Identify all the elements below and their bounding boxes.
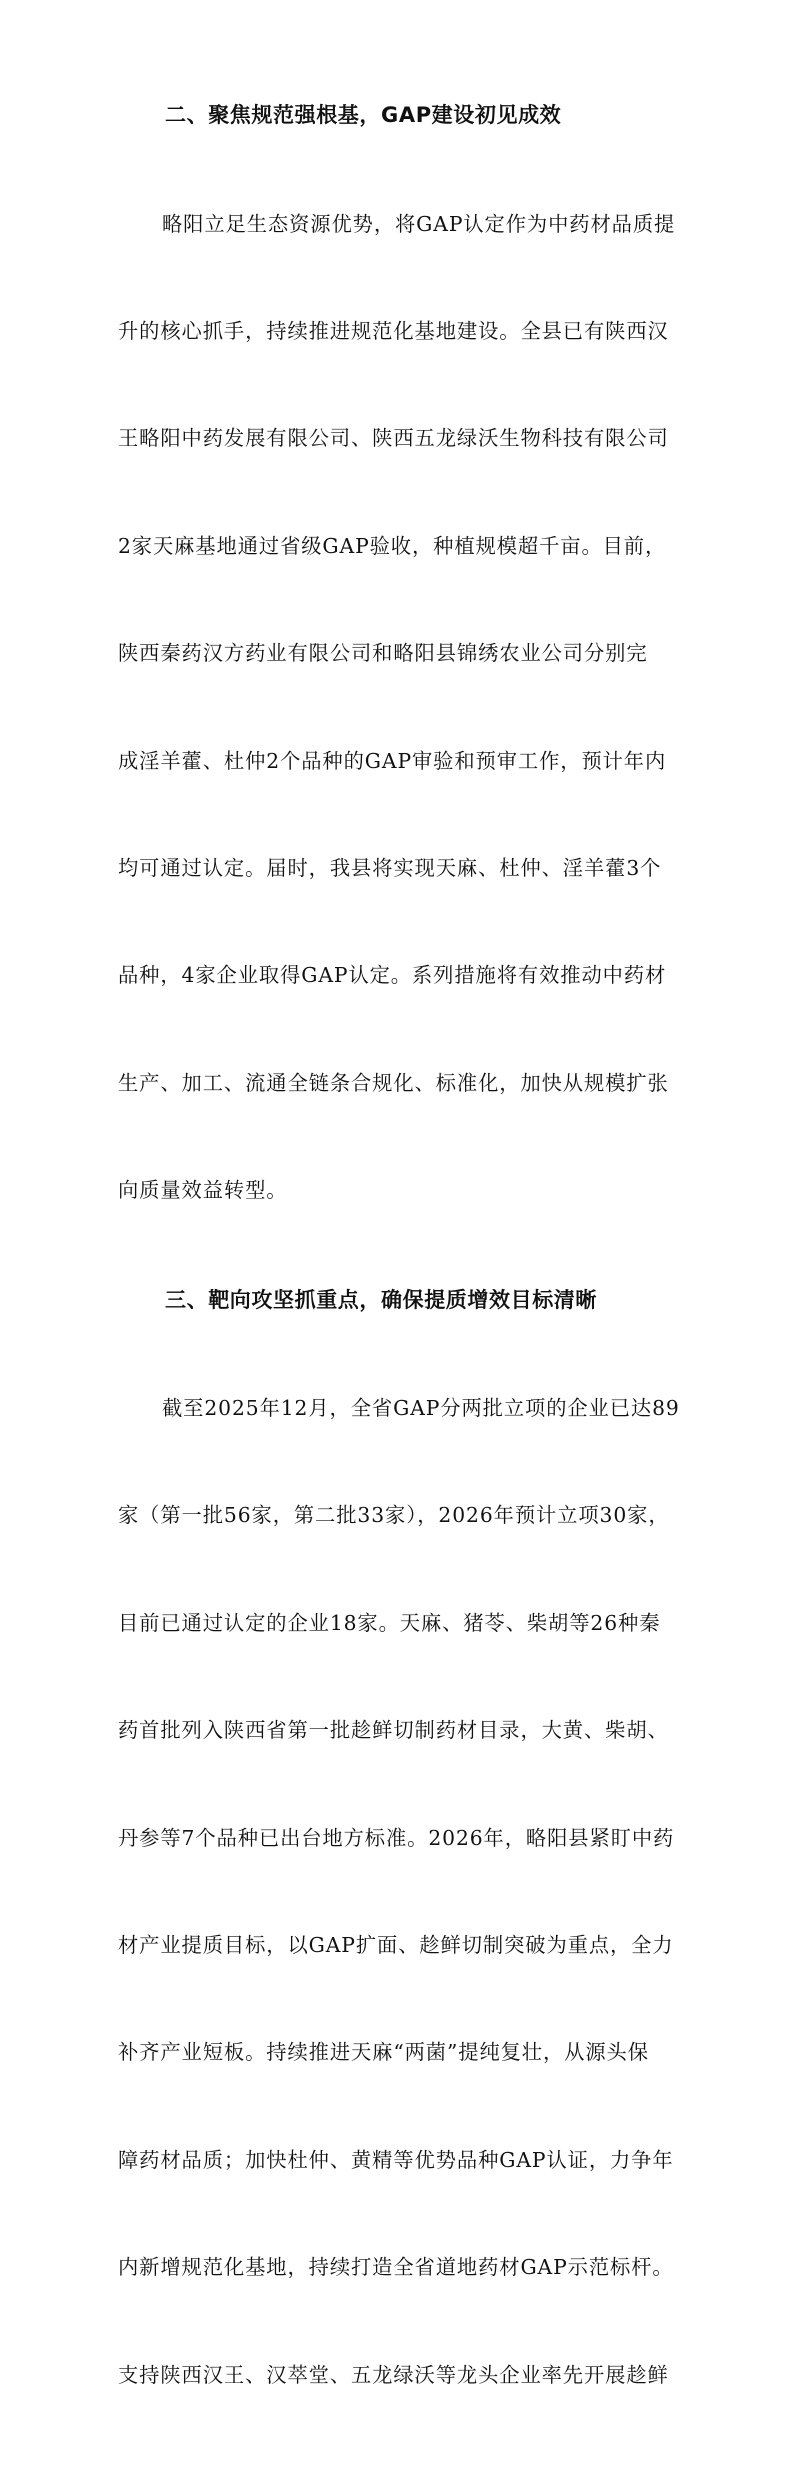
document-body	[118, 98, 685, 2465]
paragraph-line: 2家天麻基地通过省级GAP验收，种植规模超千亩。目前，	[118, 529, 685, 565]
paragraph-line: 升的核心抓手，持续推进规范化基地建设。全县已有陕西汉	[118, 314, 685, 350]
paragraph-line: 丹参等7个品种已出台地方标准。2026年，略阳县紧盯中药	[118, 1821, 685, 1857]
paragraph-line: 略阳立足生态资源优势，将GAP认定作为中药材品质提	[118, 207, 685, 243]
paragraph-line: 药首批列入陕西省第一批趁鲜切制药材目录，大黄、柴胡、	[118, 1713, 685, 1749]
paragraph-line: 向质量效益转型。	[118, 1173, 685, 1209]
paragraph-line: 家（第一批56家，第二批33家），2026年预计立项30家，	[118, 1498, 685, 1534]
paragraph-line: 材产业提质目标，以GAP扩面、趁鲜切制突破为重点，全力	[118, 1928, 685, 1964]
section-paragraph-key-targets	[118, 1320, 685, 2465]
section-heading-key-targets: 三、靶向攻坚抓重点，确保提质增效目标清晰	[118, 1283, 685, 1318]
document-page	[0, 0, 793, 1122]
paragraph-line: 陕西秦药汉方药业有限公司和略阳县锦绣农业公司分别完	[118, 636, 685, 672]
paragraph-line: 品种，4家企业取得GAP认定。系列措施将有效推动中药材	[118, 958, 685, 994]
paragraph-line: 补齐产业短板。持续推进天麻“两菌”提纯复壮，从源头保	[118, 2035, 685, 2071]
section-heading-gap-construction: 二、聚焦规范强根基，GAP建设初见成效	[118, 98, 685, 133]
paragraph-line: 均可通过认定。届时，我县将实现天麻、杜仲、淫羊藿3个	[118, 851, 685, 887]
paragraph-line: 王略阳中药发展有限公司、陕西五龙绿沃生物科技有限公司	[118, 421, 685, 457]
paragraph-line: 目前已通过认定的企业18家。天麻、猪苓、柴胡等26种秦	[118, 1606, 685, 1642]
section-paragraph-gap-construction	[118, 135, 685, 1281]
paragraph-line: 生产、加工、流通全链条合规化、标准化，加快从规模扩张	[118, 1066, 685, 1102]
paragraph-line: 截至2025年12月，全省GAP分两批立项的企业已达89	[118, 1391, 685, 1427]
paragraph-line: 支持陕西汉王、汉萃堂、五龙绿沃等龙头企业率先开展趁鲜	[118, 2358, 685, 2394]
paragraph-line: 成淫羊藿、杜仲2个品种的GAP审验和预审工作，预计年内	[118, 744, 685, 780]
paragraph-line: 内新增规范化基地，持续打造全省道地药材GAP示范标杆。	[118, 2250, 685, 2286]
paragraph-line: 障药材品质；加快杜仲、黄精等优势品种GAP认证，力争年	[118, 2143, 685, 2179]
